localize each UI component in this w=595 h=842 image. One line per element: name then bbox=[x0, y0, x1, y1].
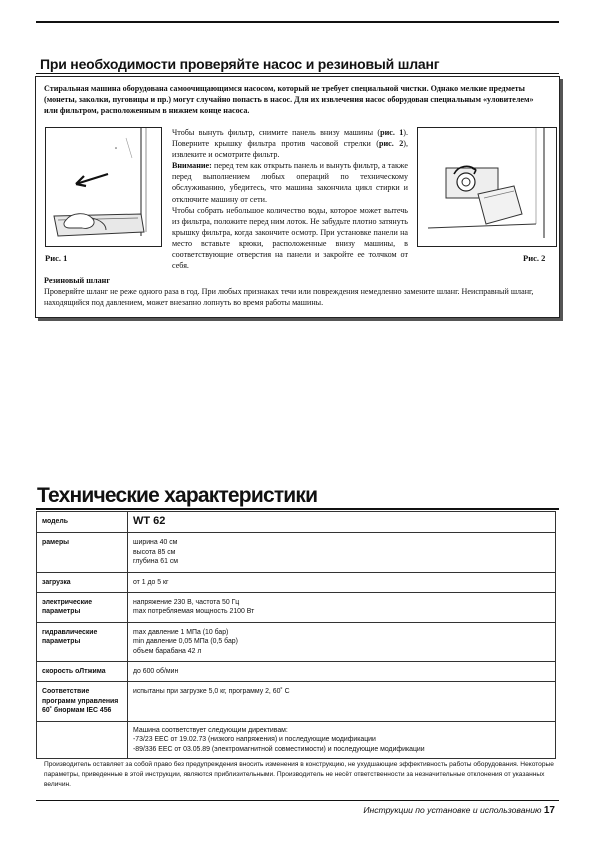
section-title-specs: Технические характеристики bbox=[37, 484, 318, 507]
instruction-paragraph-3: Чтобы собрать небольшое количество воды, которое может вытечь из фильтра, положите перед ним лоток. Не забудьте плотно затянуть крышку фильтра, когда закончите осмотр. При установке панели на место вставьте крюки, расположенные внизу машины, в соответствующие отверстия на панели и закройте ее толчком от себя. bbox=[172, 205, 408, 271]
spec-label: Соответствие программ управления 60˚ бнормам IEC 456 bbox=[37, 682, 128, 721]
spec-row bbox=[37, 533, 556, 572]
figure-1-caption: Рис. 1 bbox=[45, 253, 68, 263]
spec-value-line: глубина 61 см bbox=[133, 558, 179, 566]
footer-text: Инструкции по установке и использованию bbox=[363, 805, 542, 815]
spec-value-line: высота 85 см bbox=[133, 548, 176, 556]
filter-cap-illustration bbox=[418, 128, 556, 246]
specs-title-underline bbox=[36, 508, 559, 510]
spec-value bbox=[128, 572, 556, 592]
warning-text: перед тем как открыть панель и вынуть фильтр, а также перед выполнением любых операций по техническому обслуживанию, убедитесь, что машина закончила цикл стирки и отключите машину от сети. bbox=[172, 161, 408, 204]
figure-2-caption: Рис. 2 bbox=[523, 253, 546, 263]
spec-label: электрические параметры bbox=[37, 593, 128, 623]
spec-value-line: напряжение 230 В, частота 50 Гц bbox=[133, 599, 240, 607]
spec-label: модель bbox=[37, 512, 128, 533]
p1-text-a: Чтобы вынуть фильтр, снимите панель внизу машины ( bbox=[172, 128, 381, 137]
spec-value-line: -73/23 ЕЕС от 19.02.73 (низкого напряжения) и последующие модификации bbox=[133, 736, 376, 744]
spec-row bbox=[37, 512, 556, 533]
spec-label: загрузка bbox=[37, 572, 128, 592]
spec-row bbox=[37, 682, 556, 721]
spec-value bbox=[128, 533, 556, 572]
figure-2 bbox=[417, 127, 557, 247]
spec-value-line: Машина соответствует следующим директивам: bbox=[133, 726, 288, 734]
spec-value bbox=[128, 512, 556, 533]
figure-1 bbox=[45, 127, 162, 247]
spec-value-line: испытаны при загрузке 5,0 кг, программу 2, 60˚ С bbox=[133, 688, 290, 696]
model-value: WT 62 bbox=[133, 515, 166, 527]
spec-label: гидравлические параметры bbox=[37, 622, 128, 661]
top-rule bbox=[36, 21, 559, 23]
section-title-underline bbox=[36, 73, 559, 74]
spec-value-line: -89/336 ЕЕС от 03.05.89 (электромагнитной совместимости) и последующие модификации bbox=[133, 745, 425, 753]
pump-instructions bbox=[172, 127, 408, 271]
hose-text: Проверяйте шланг не реже одного раза в год. При любых признаках течи или повреждения немедленно замените шланг. Неисправный шланг, находящийся под давлением, может внезапно лопнуть во время работы машины. bbox=[44, 287, 534, 308]
spec-value bbox=[128, 622, 556, 661]
spec-label: скорость оЛтжима bbox=[37, 662, 128, 682]
spec-value bbox=[128, 682, 556, 721]
spec-value-line: max давление 1 МПа (10 бар) bbox=[133, 628, 229, 636]
footer-rule bbox=[36, 800, 559, 801]
instruction-paragraph-1 bbox=[172, 127, 408, 160]
page-number: 17 bbox=[543, 805, 555, 816]
page-footer bbox=[363, 805, 555, 816]
spec-value-line: max потребляемая мощность 2100 Вт bbox=[133, 608, 255, 616]
specs-table bbox=[36, 511, 556, 759]
manufacturer-footnote: Производитель оставляет за собой право без предупреждения вносить изменения в конструкцию, не ухудшающие эффективность работы оборудования. Некоторые параметры, приведенные в этой инструкции, являются приблизительными. Производитель не несёт ответственности за незначительные отклонения от указанных величин. bbox=[44, 761, 554, 788]
pump-hose-box bbox=[35, 76, 560, 318]
p1-text-c: ), извлеките и осмотрите фильтр. bbox=[172, 139, 408, 160]
section-title-pump-hose: При необходимости проверяйте насос и резиновый шланг bbox=[40, 56, 440, 72]
p1-fig2-ref: рис. 2 bbox=[378, 139, 404, 149]
spec-value bbox=[128, 662, 556, 682]
spec-row bbox=[37, 622, 556, 661]
spec-row bbox=[37, 593, 556, 623]
spec-row bbox=[37, 721, 556, 758]
spec-value-line: объем барабана 42 л bbox=[133, 647, 202, 655]
spec-value bbox=[128, 721, 556, 758]
intro-text: Стиральная машина оборудована самоочищающимся насосом, который не требует специальной чистки. Однако мелкие предметы (монеты, заколки, пуговицы и пр.) могут случайно попасть в насос. Для их извлечения насос оборудован специальным «уловителем» или фильтром, расположенным в нижнем конце насоса. bbox=[44, 84, 534, 115]
p1-text-b: ). Поверните крышку фильтра против часовой стрелки ( bbox=[172, 128, 408, 149]
spec-label: рамеры bbox=[37, 533, 128, 572]
spec-label bbox=[37, 721, 128, 758]
spec-value-line: от 1 до 5 кг bbox=[133, 578, 169, 586]
spec-row bbox=[37, 572, 556, 592]
spec-row bbox=[37, 662, 556, 682]
spec-value-line: до 600 об/мин bbox=[133, 668, 179, 676]
spec-value-line: min давление 0,05 МПа (0,5 бар) bbox=[133, 638, 238, 646]
warning-label: Внимание: bbox=[172, 161, 212, 171]
washer-panel-illustration bbox=[46, 128, 161, 246]
spec-value bbox=[128, 593, 556, 623]
spec-value-line: ширина 40 см bbox=[133, 539, 178, 547]
p1-fig1-ref: рис. 1 bbox=[380, 128, 404, 137]
hose-heading: Резиновый шланг bbox=[44, 276, 110, 285]
instruction-paragraph-2 bbox=[172, 160, 408, 204]
